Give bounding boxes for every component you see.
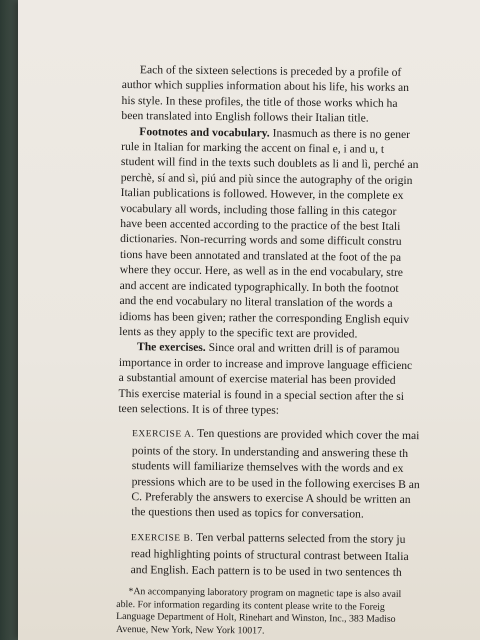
footnotes-line: student will find in the texts such doublets as li and lì, perché an xyxy=(120,155,419,172)
exercise-a-line: students will familiarize themselves with the words and ex xyxy=(131,459,404,476)
footnotes-line: rule in Italian for marking the accent on final e, i and u, t xyxy=(121,140,385,156)
intro-line: his style. In these profiles, the title of those works which ha xyxy=(121,93,398,110)
footnote-line: *An accompanying laboratory program on magnetic tape is also avail xyxy=(128,586,402,600)
exercise-b-line: and English. Each pattern is to be used in two sentences th xyxy=(130,562,402,579)
exercises-line: importance in order to increase and improve language efficienc xyxy=(118,355,413,372)
exercise-a-line: C. Preferably the answers to exercise A should be written an xyxy=(131,490,411,507)
footnote-line: able. For information regarding its content please write to the Foreig xyxy=(116,598,385,613)
footnotes-line: perchè, sí and sì, piú and più since the autography of the origin xyxy=(120,170,413,187)
footnotes-heading: Footnotes and vocabulary. xyxy=(139,124,270,140)
exercise-b-line: Ten verbal patterns selected from the story ju xyxy=(193,530,406,546)
book-page xyxy=(18,0,480,640)
exercise-a-label: EXERCISE A. xyxy=(132,429,195,441)
footnotes-line: vocabulary all words, including those falling in this categor xyxy=(120,201,397,218)
exercise-a-line: the questions then used as topics for conversation. xyxy=(131,505,364,521)
intro-line: been translated into English follows their Italian title. xyxy=(121,109,369,125)
footnotes-line: have been accented according to the practice of the best Itali xyxy=(120,217,401,233)
exercises-heading: The exercises. xyxy=(136,340,206,355)
footnotes-line: idioms has been given; rather the corresponding English equiv xyxy=(119,309,410,326)
exercises-line: Since oral and written drill is of paramou xyxy=(205,341,400,357)
intro-line: author which supplies information about his life, his works an xyxy=(121,78,410,95)
exercises-line: a substantial amount of exercise material has been provided xyxy=(118,371,396,388)
intro-line: Each of the sixteen selections is preceded by a profile of xyxy=(139,63,402,79)
exercise-a-line: pressions which are to be used in the following exercises B an xyxy=(131,474,420,491)
footnotes-line: Inasmuch as there is no gener xyxy=(269,126,411,141)
exercise-a-line: points of the story. In understanding and answering these th xyxy=(131,443,409,460)
footnotes-line: where they occur. Here, as well as in the end vocabulary, stre xyxy=(119,263,404,280)
exercise-a-line: Ten questions are provided which cover the mai xyxy=(194,427,420,443)
exercises-line: This exercise material is found in a special section after the si xyxy=(118,386,405,403)
exercise-b-label: EXERCISE B. xyxy=(130,532,194,544)
footnotes-line: and accent are indicated typographically. In both the footnot xyxy=(119,278,399,295)
footnotes-line: and the end vocabulary no literal translation of the words a xyxy=(119,294,393,310)
footnotes-line: dictionaries. Non-recurring words and some difficult constru xyxy=(120,232,402,249)
exercise-b-line: read highlighting points of structural contrast between Italia xyxy=(130,547,409,564)
footnote-line: Avenue, New York, New York 10017. xyxy=(116,623,265,637)
footnote-line: Language Department of Holt, Rinehart and Winston, Inc., 383 Madiso xyxy=(116,611,396,626)
exercises-line: teen selections. It is of three types: xyxy=(118,401,280,417)
footnotes-line: lents as they apply to the specific text are provided. xyxy=(119,324,358,341)
footnotes-line: Italian publications is followed. However, in the complete ex xyxy=(120,186,404,203)
footnotes-line: tions have been annotated and translated at the foot of the pa xyxy=(119,247,402,264)
page-text xyxy=(116,62,480,640)
